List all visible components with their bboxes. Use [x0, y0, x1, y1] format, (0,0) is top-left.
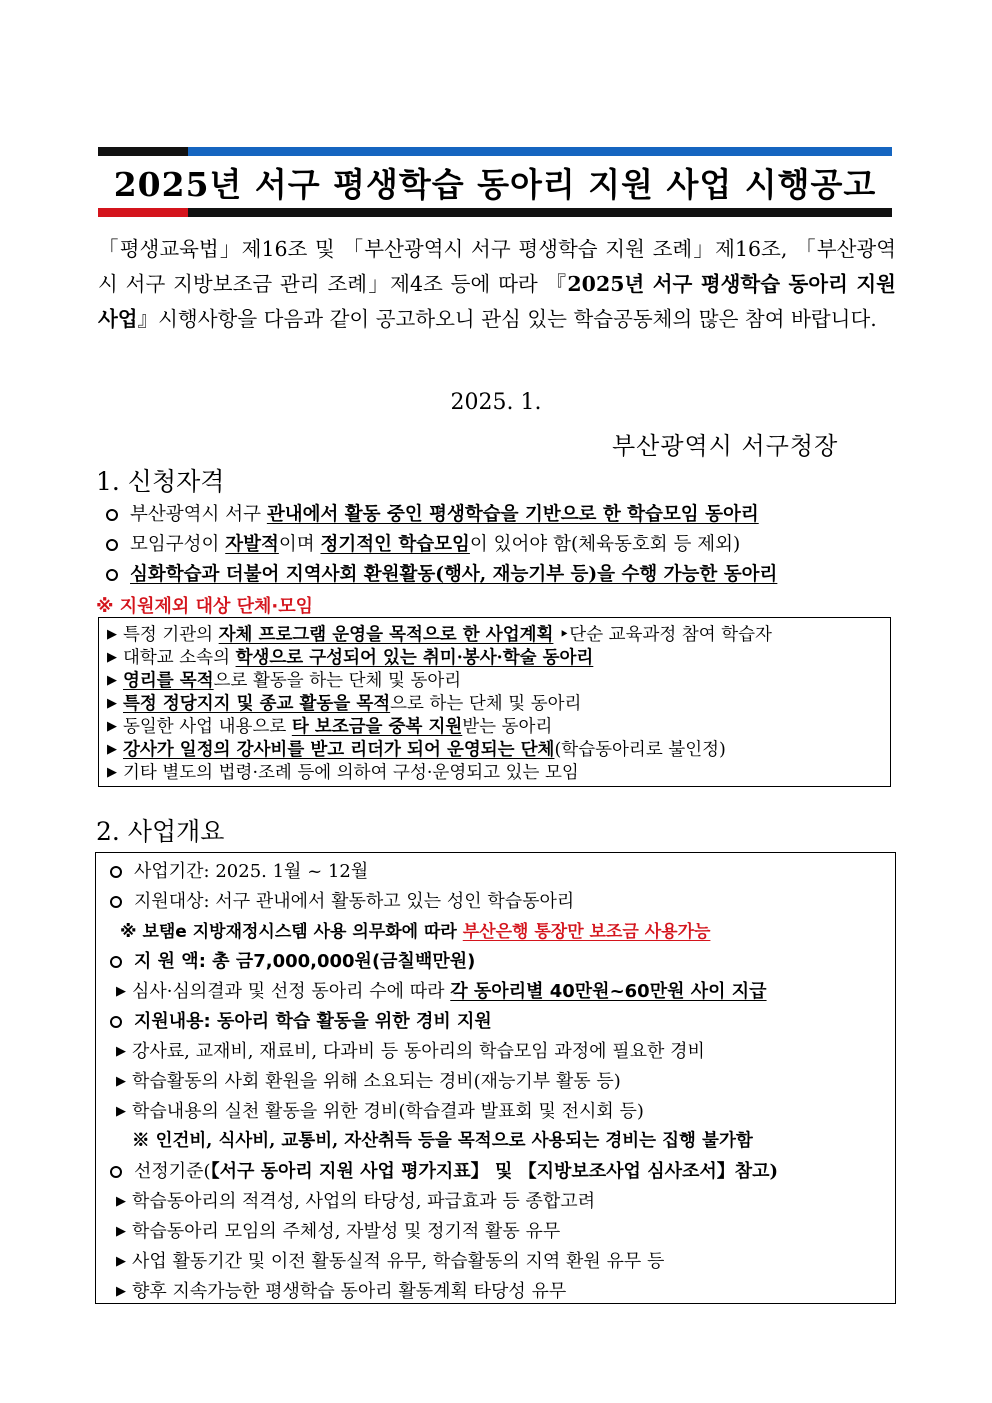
triangle-bullet-icon: ▶	[107, 765, 117, 780]
overview-criteria-item: ▶ 학습동아리의 적격성, 사업의 타당성, 파급효과 등 종합고려	[116, 1191, 596, 1212]
intro-paragraph: 「평생교육법」제16조 및 「부산광역시 서구 평생학습 지원 조례」제16조, 「부산광역시 서구 지방보조금 관리 조례」제4조 등에 따라 『2025년 서구 평생학습 동아리 지원 사업』시행사항을 다음과 같이 공고하오니 관심 있는 학습공동체의 많은 참여 바랍니다.	[98, 237, 896, 331]
triangle-bullet-icon: ▶	[116, 1074, 126, 1089]
triangle-bullet-icon: ▶	[116, 1104, 126, 1119]
exclusion-item: ▶ 강사가 일정의 강사비를 받고 리더가 되어 운영되는 단체(학습동아리로 불인정)	[107, 740, 726, 760]
circle-bullet-icon	[110, 956, 122, 968]
eligibility-item-3: 심화학습과 더불어 지역사회 환원활동(행사, 재능기부 등)을 수행 가능한 동아리	[106, 560, 777, 586]
triangle-bullet-icon: ▶	[107, 742, 117, 757]
triangle-bullet-icon: ▶	[107, 650, 117, 665]
overview-content-item: ▶ 강사료, 교재비, 재료비, 다과비 등 동아리의 학습모임 과정에 필요한 경비	[116, 1041, 705, 1062]
exclusion-item: ▶ 특정 기관의 자체 프로그램 운영을 목적으로 한 사업계획 ‣단순 교육과정 참여 학습자	[107, 625, 772, 645]
overview-criteria: 선정기준(【서구 동아리 지원 사업 평가지표】 및 【지방보조사업 심사조서】참고)	[110, 1157, 778, 1183]
circle-bullet-icon	[110, 1166, 122, 1178]
circle-bullet-icon	[106, 509, 118, 521]
triangle-bullet-icon: ▶	[107, 627, 117, 642]
circle-bullet-icon	[106, 569, 118, 581]
overview-amount: 지 원 액: 총 금7,000,000원(금칠백만원)	[110, 947, 475, 973]
overview-criteria-item: ▶ 학습동아리 모임의 주체성, 자발성 및 정기적 활동 유무	[116, 1221, 561, 1242]
title-banner	[98, 147, 892, 217]
triangle-bullet-icon: ▶	[107, 696, 117, 711]
section-1-heading: 1. 신청자격	[96, 467, 225, 496]
triangle-bullet-icon: ▶	[116, 1194, 126, 1209]
exclusion-title: ※ 지원제외 대상 단체·모임	[96, 596, 314, 617]
circle-bullet-icon	[110, 866, 122, 878]
exclusion-item: ▶ 대학교 소속의 학생으로 구성되어 있는 취미·봉사·학술 동아리	[107, 648, 594, 668]
eligibility-item-2: 모임구성이 자발적이며 정기적인 학습모임이 있어야 함(체육동호회 등 제외)	[106, 530, 740, 556]
triangle-bullet-icon: ▶	[116, 1254, 126, 1269]
circle-bullet-icon	[110, 896, 122, 908]
exclusion-box	[98, 617, 891, 787]
exclusion-item: ▶ 기타 별도의 법령·조례 등에 의하여 구성·운영되고 있는 모임	[107, 763, 579, 783]
circle-bullet-icon	[106, 539, 118, 551]
overview-target: 지원대상: 서구 관내에서 활동하고 있는 성인 학습동아리	[110, 887, 574, 913]
page-title: 2025년 서구 평생학습 동아리 지원 사업 시행공고	[113, 165, 877, 204]
notice-signer: 부산광역시 서구청장	[612, 432, 839, 460]
overview-content-item: ▶ 학습내용의 실천 활동을 위한 경비(학습결과 발표회 및 전시회 등)	[116, 1101, 644, 1122]
triangle-bullet-icon: ▶	[107, 673, 117, 688]
triangle-bullet-icon: ▶	[116, 1224, 126, 1239]
overview-bank-note: ※ 보탬e 지방재정시스템 사용 의무화에 따라 부산은행 통장만 보조금 사용가능	[120, 922, 711, 942]
eligibility-item-1: 부산광역시 서구 관내에서 활동 중인 평생학습을 기반으로 한 학습모임 동아리	[106, 500, 759, 526]
exclusion-item: ▶ 영리를 목적으로 활동을 하는 단체 및 동아리	[107, 671, 462, 691]
overview-content-item: ▶ 학습활동의 사회 환원을 위해 소요되는 경비(재능기부 활동 등)	[116, 1071, 621, 1092]
section-2-heading: 2. 사업개요	[96, 817, 225, 846]
title-top-bar	[98, 147, 892, 156]
circle-bullet-icon	[110, 1016, 122, 1028]
overview-criteria-item: ▶ 향후 지속가능한 평생학습 동아리 활동계획 타당성 유무	[116, 1281, 567, 1302]
overview-criteria-item: ▶ 사업 활동기간 및 이전 활동실적 유무, 학습활동의 지역 환원 유무 등	[116, 1251, 665, 1272]
exclusion-item: ▶ 특정 정당지지 및 종교 활동을 목적으로 하는 단체 및 동아리	[107, 694, 582, 714]
overview-content: 지원내용: 동아리 학습 활동을 위한 경비 지원	[110, 1007, 492, 1033]
triangle-bullet-icon: ▶	[116, 1284, 126, 1299]
title-bottom-bar	[98, 208, 892, 217]
triangle-bullet-icon: ▶	[107, 719, 117, 734]
triangle-bullet-icon: ▶	[116, 1044, 126, 1059]
triangle-bullet-icon: ▶	[116, 984, 126, 999]
overview-box	[95, 852, 896, 1304]
exclusion-item: ▶ 동일한 사업 내용으로 타 보조금을 중복 지원받는 동아리	[107, 717, 553, 737]
overview-expense-note: ※ 인건비, 식사비, 교통비, 자산취득 등을 목적으로 사용되는 경비는 집행 불가함	[132, 1131, 753, 1151]
notice-date: 2025. 1.	[450, 390, 542, 415]
overview-period: 사업기간: 2025. 1월 ~ 12월	[110, 857, 368, 883]
overview-amount-detail: ▶ 심사·심의결과 및 선정 동아리 수에 따라 각 동아리별 40만원~60만원 사이 지급	[116, 981, 767, 1002]
